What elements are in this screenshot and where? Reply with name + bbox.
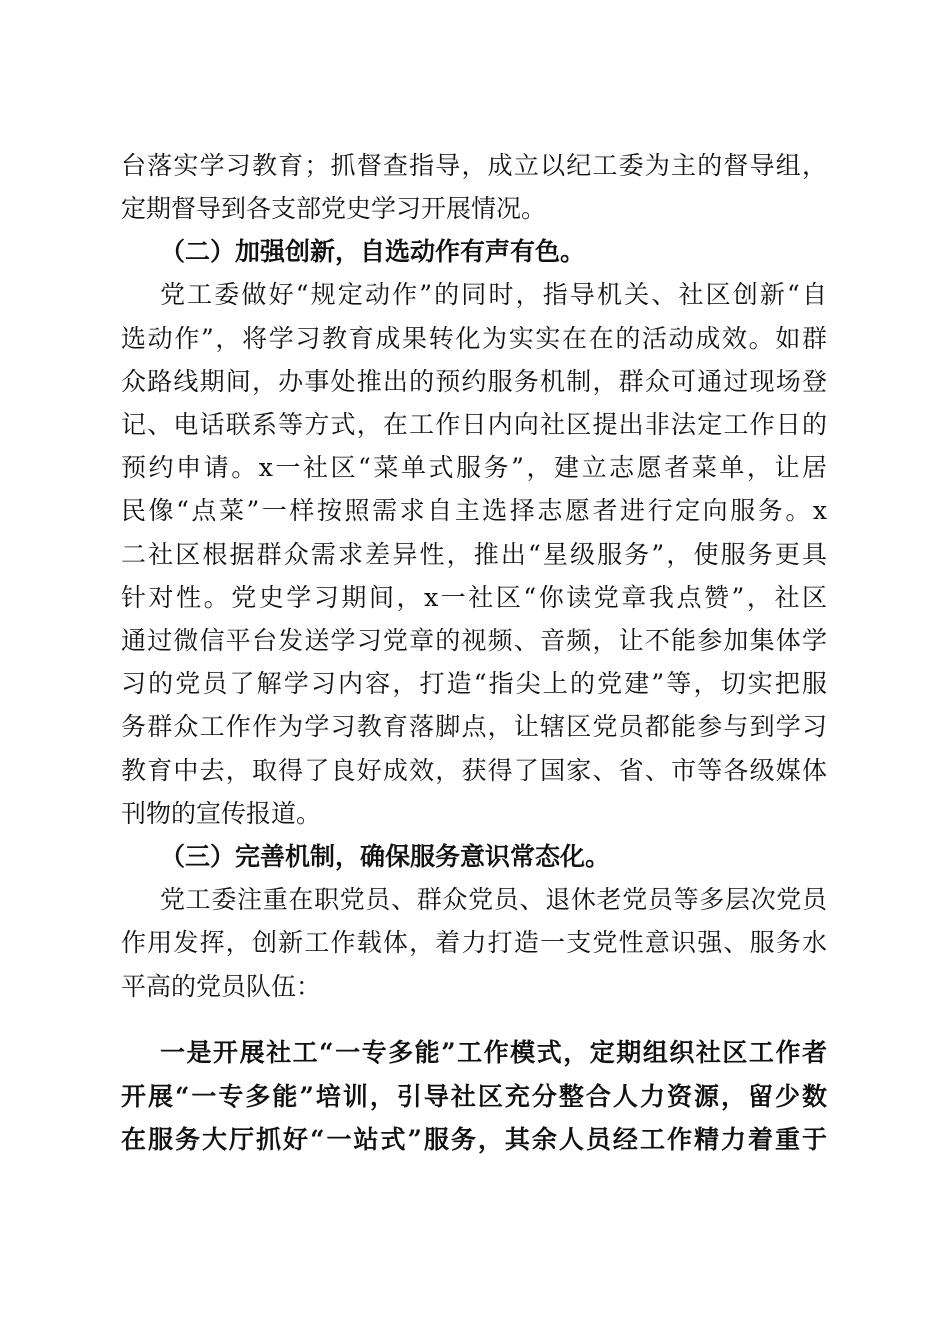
body-line: 选动作”，将学习教育成果转化为实实在在的活动成效。如群 <box>121 324 827 353</box>
body-line: 开展“一专多能”培训，引导社区充分整合人力资源，留少数 <box>121 1082 827 1111</box>
body-line: 务群众工作作为学习教育落脚点，让辖区党员都能参与到学习 <box>121 712 827 741</box>
body-line: 教育中去，取得了良好成效，获得了国家、省、市等各级媒体 <box>121 756 827 785</box>
body-line: 一是开展社工“一专多能”工作模式，定期组织社区工作者 <box>160 1038 827 1067</box>
body-line: 众路线期间，办事处推出的预约服务机制，群众可通过现场登 <box>121 367 827 396</box>
body-line: 平高的党员队伍： <box>121 972 322 1001</box>
body-line: 记、电话联系等方式，在工作日内向社区提出非法定工作日的 <box>121 410 827 439</box>
body-line: 党工委注重在职党员、群众党员、退休老党员等多层次党员 <box>160 885 827 914</box>
body-line: 针对性。党史学习期间，x一社区“你读党章我点赞”，社区 <box>121 583 827 612</box>
body-line: 作用发挥，创新工作载体，着力打造一支党性意识强、服务水 <box>121 928 827 957</box>
body-line: 党工委做好“规定动作”的同时，指导机关、社区创新“自 <box>160 280 827 309</box>
body-line: 刊物的宣传报道。 <box>121 799 322 828</box>
body-line: 习的党员了解学习内容，打造“指尖上的党建”等，切实把服 <box>121 669 827 698</box>
body-line: 定期督导到各支部党史学习开展情况。 <box>121 194 547 223</box>
section-heading: （二）加强创新，自选动作有声有色。 <box>160 237 586 266</box>
body-line: 预约申请。x一社区“菜单式服务”，建立志愿者菜单，让居 <box>121 453 827 482</box>
body-line: 二社区根据群众需求差异性，推出“星级服务”，使服务更具 <box>121 540 827 569</box>
body-line: 通过微信平台发送学习党章的视频、音频，让不能参加集体学 <box>121 626 827 655</box>
body-line: 在服务大厅抓好“一站式”服务，其余人员经工作精力着重于 <box>121 1125 827 1154</box>
body-line: 台落实学习教育；抓督查指导，成立以纪工委为主的督导组， <box>121 151 827 180</box>
body-line: 民像“点菜”一样按照需求自主选择志愿者进行定向服务。x <box>121 496 827 525</box>
section-heading: （三）完善机制，确保服务意识常态化。 <box>160 842 611 871</box>
